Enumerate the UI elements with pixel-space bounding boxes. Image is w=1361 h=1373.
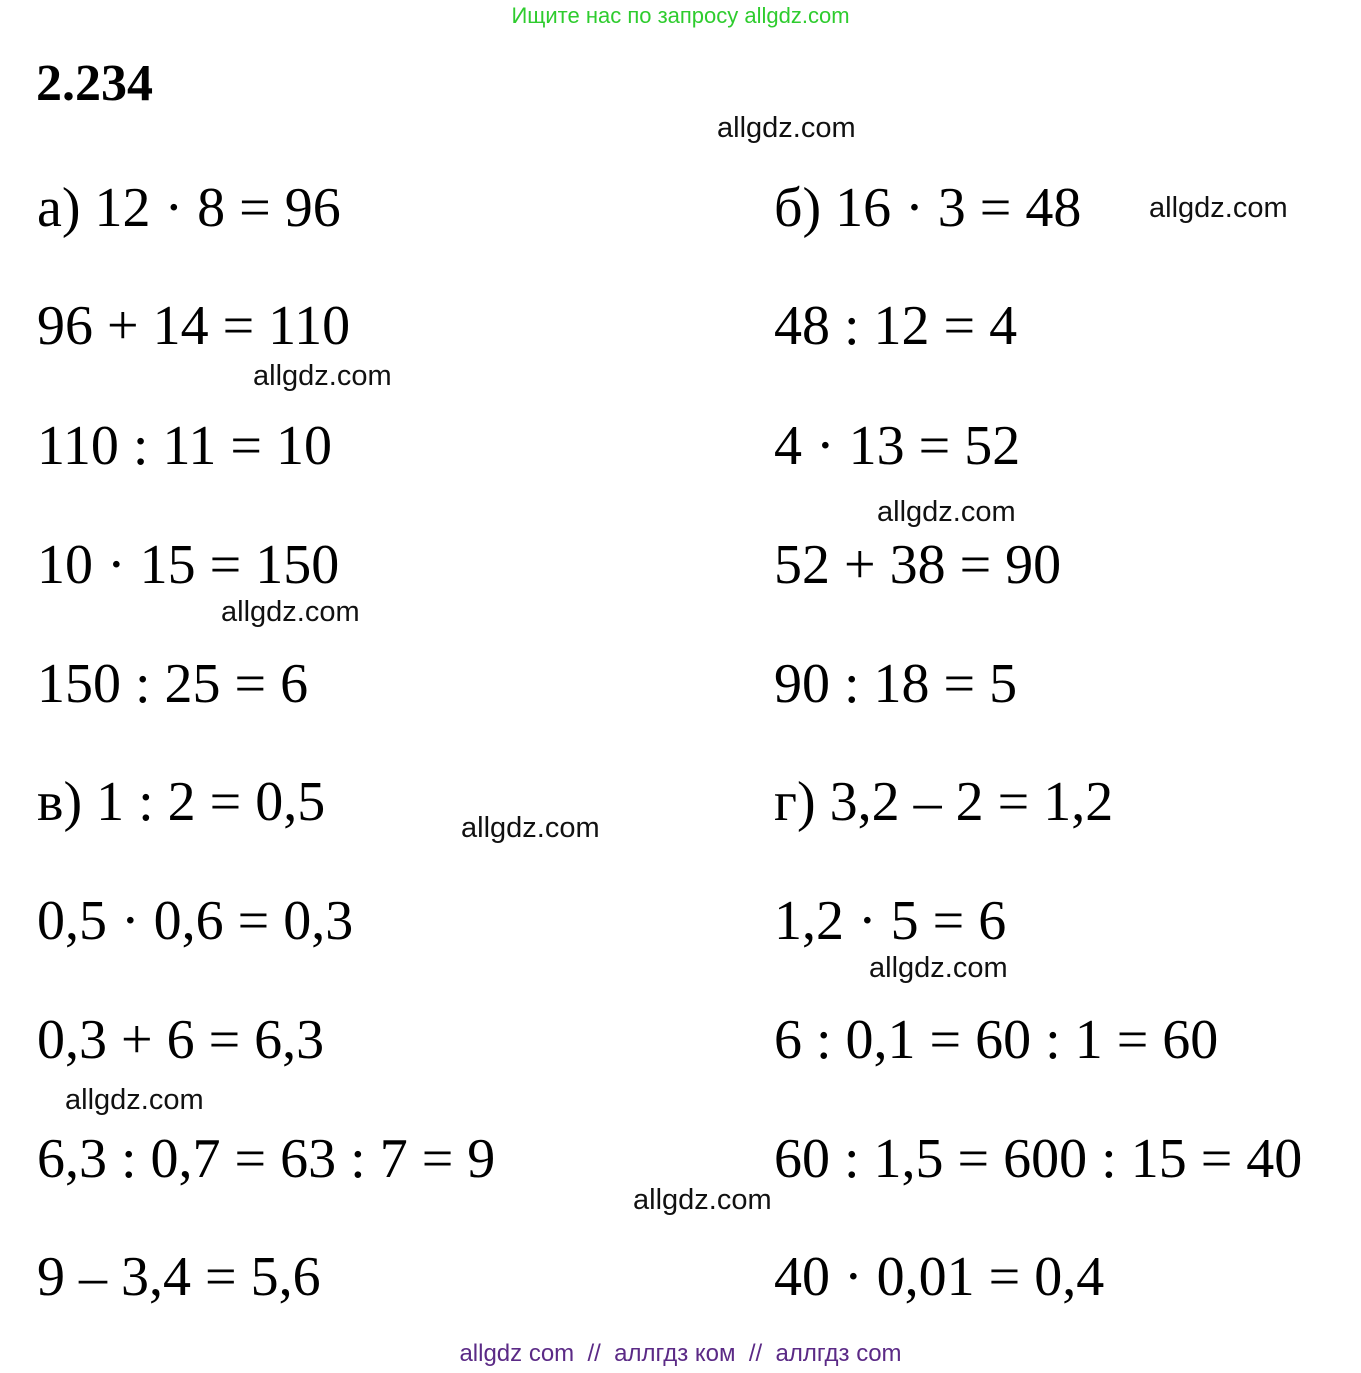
equation-v-4: 6,3 : 0,7 = 63 : 7 = 9	[37, 1128, 496, 1190]
equation-b-3: 4 · 13 = 52	[774, 415, 1021, 477]
watermark: allgdz.com	[717, 112, 856, 144]
equation-a-5: 150 : 25 = 6	[37, 653, 309, 715]
equation-g-1: г) 3,2 – 2 = 1,2	[774, 771, 1114, 833]
equation-g-3: 6 : 0,1 = 60 : 1 = 60	[774, 1009, 1219, 1071]
watermark: allgdz.com	[461, 812, 600, 844]
watermark: allgdz.com	[633, 1184, 772, 1216]
watermark: allgdz.com	[65, 1084, 204, 1116]
equation-b-4: 52 + 38 = 90	[774, 534, 1062, 596]
equation-a-4: 10 · 15 = 150	[37, 534, 340, 596]
equation-v-1: в) 1 : 2 = 0,5	[37, 771, 326, 833]
equation-v-3: 0,3 + 6 = 6,3	[37, 1009, 325, 1071]
equation-b-5: 90 : 18 = 5	[774, 653, 1018, 715]
exercise-number: 2.234	[36, 55, 153, 112]
watermark: allgdz.com	[869, 952, 1008, 984]
top-banner: Ищите нас по запросу allgdz.com	[511, 3, 850, 28]
equation-a-2: 96 + 14 = 110	[37, 295, 351, 357]
equation-v-5: 9 – 3,4 = 5,6	[37, 1246, 321, 1308]
watermark: allgdz.com	[253, 360, 392, 392]
equation-a-1: а) 12 · 8 = 96	[37, 177, 341, 239]
footer-links: allgdz com // аллгдз ком // аллгдз com	[459, 1340, 902, 1367]
equation-b-2: 48 : 12 = 4	[774, 295, 1018, 357]
equation-b-1: б) 16 · 3 = 48	[774, 177, 1082, 239]
equation-g-2: 1,2 · 5 = 6	[774, 890, 1007, 952]
equation-g-5: 40 · 0,01 = 0,4	[774, 1246, 1105, 1308]
watermark: allgdz.com	[1149, 192, 1288, 224]
equation-v-2: 0,5 · 0,6 = 0,3	[37, 890, 354, 952]
watermark: allgdz.com	[877, 496, 1016, 528]
equation-g-4: 60 : 1,5 = 600 : 15 = 40	[774, 1128, 1303, 1190]
equation-a-3: 110 : 11 = 10	[37, 415, 332, 477]
watermark: allgdz.com	[221, 596, 360, 628]
